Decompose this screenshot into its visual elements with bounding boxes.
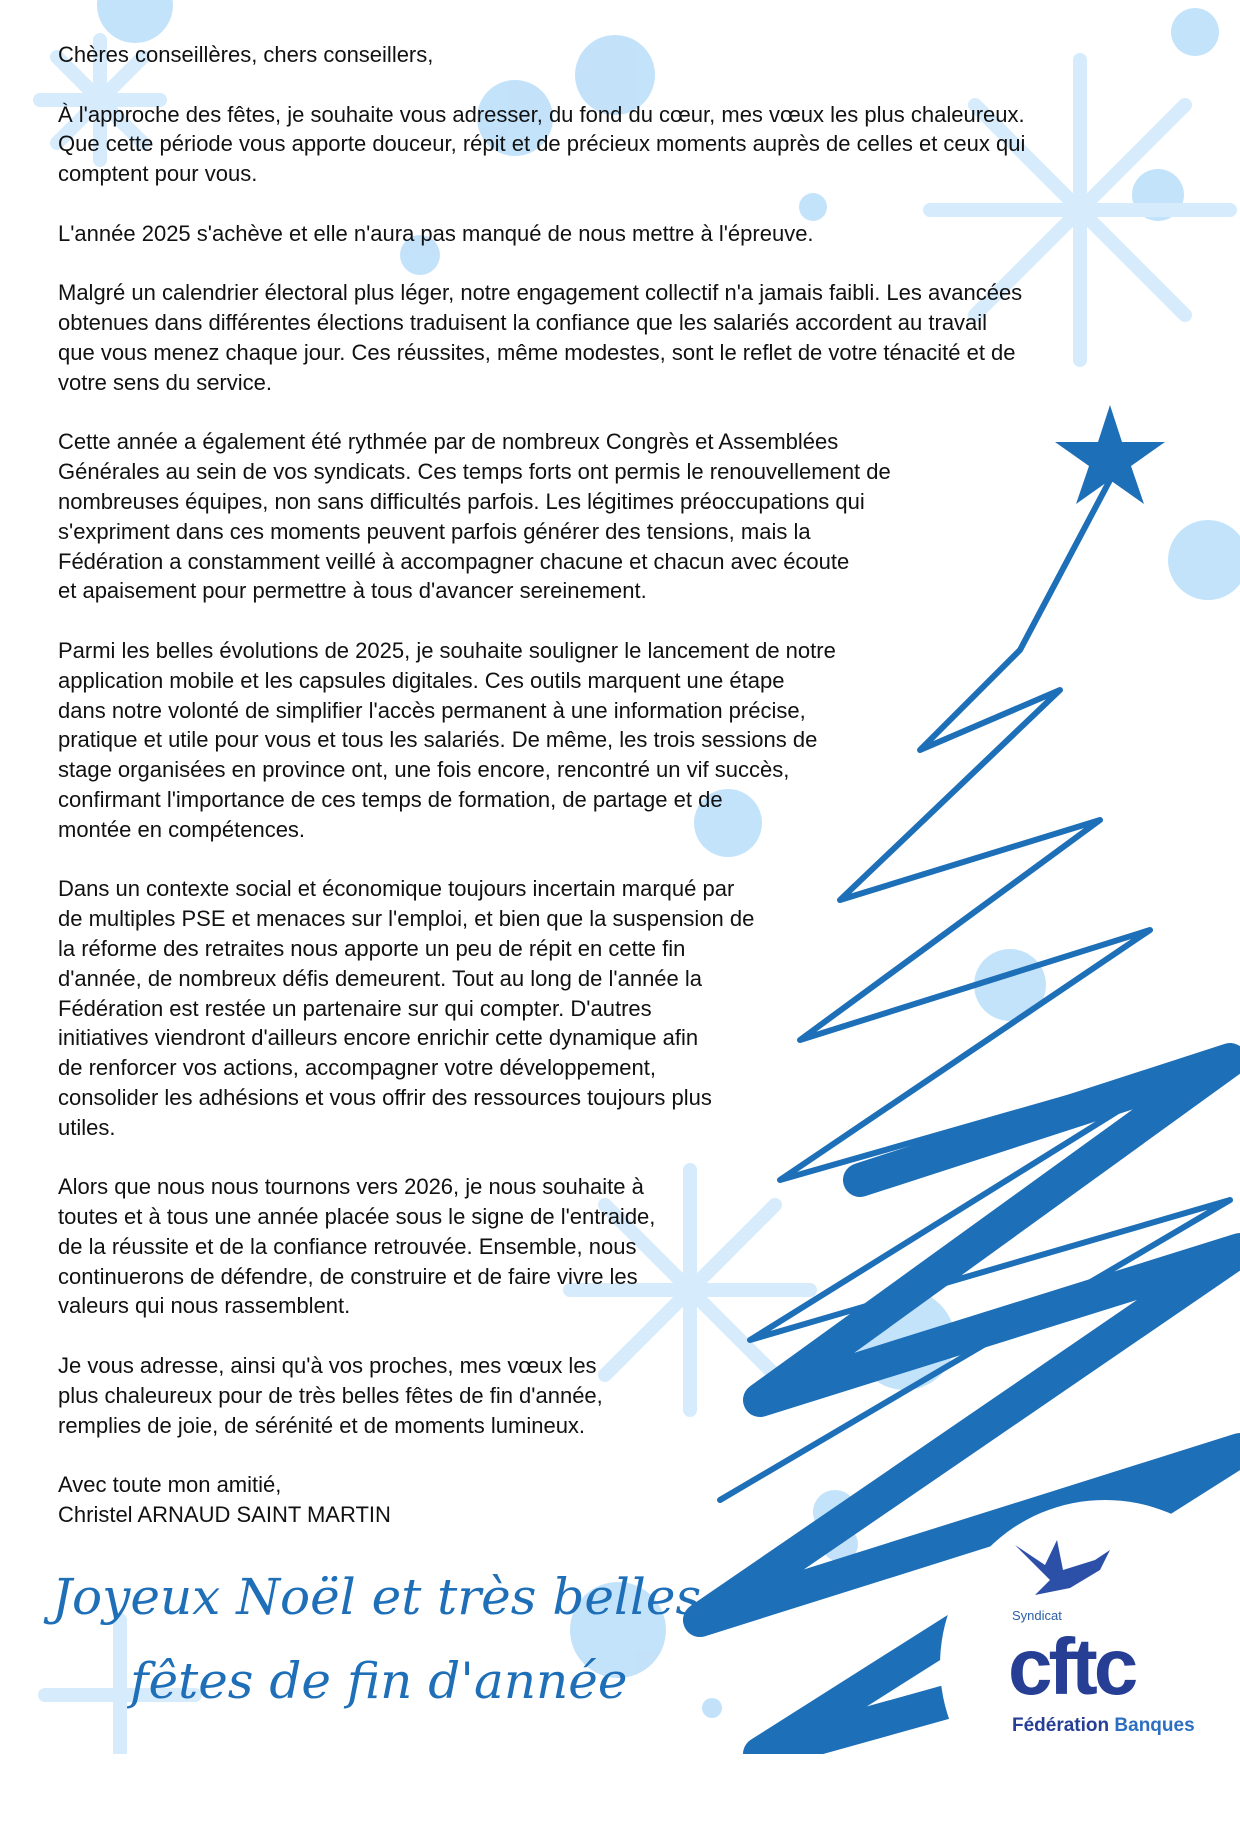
- paragraph: [58, 1351, 1025, 1470]
- paragraph-line: L'année 2025 s'achève et elle n'aura pas manqué de nous mettre à l'épreuve.: [58, 220, 814, 246]
- logo-federation-label: Fédération: [1012, 1715, 1110, 1736]
- paragraph-line: Dans un contexte social et économique toujours incertain marqué par: [58, 876, 735, 902]
- paragraph: [58, 100, 1025, 219]
- paragraph-line: Fédération a constamment veillé à accompagner chacune et chacun avec écoute: [58, 548, 850, 574]
- paragraph-line: plus chaleureux pour de très belles fêtes de fin d'année,: [58, 1382, 603, 1408]
- paragraph-line: votre sens du service.: [58, 369, 272, 395]
- holiday-greeting: [52, 1555, 701, 1723]
- paragraph-line: s'expriment dans ces moments peuvent parfois générer des tensions, mais la: [58, 518, 811, 544]
- paragraph-line: obtenues dans différentes élections traduisent la confiance que les salariés accordent au travail: [58, 310, 988, 336]
- signature: Christel ARNAUD SAINT MARTIN: [58, 1502, 391, 1528]
- paragraph-line: Parmi les belles évolutions de 2025, je souhaite souligner le lancement de notre: [58, 637, 836, 663]
- paragraph-line: pratique et utile pour vous et tous les salariés. De même, les trois sessions de: [58, 727, 818, 753]
- paragraph-line: utiles.: [58, 1114, 116, 1140]
- logo-name: cftc: [1008, 1622, 1135, 1711]
- logo-federation: [1012, 1714, 1195, 1738]
- paragraph-line: Fédération est restée un partenaire sur qui compter. D'autres: [58, 995, 652, 1021]
- letter-body: [58, 40, 1025, 1530]
- paragraph-line: Je vous adresse, ainsi qu'à vos proches, mes vœux les: [58, 1353, 597, 1379]
- paragraph-line: de renforcer vos actions, accompagner votre développement,: [58, 1055, 656, 1081]
- paragraph-line: remplies de joie, de sérénité et de moments lumineux.: [58, 1412, 586, 1438]
- paragraph-line: Que cette période vous apporte douceur, répit et de précieux moments auprès de celles et ceux qui: [58, 131, 1026, 157]
- paragraph: [58, 636, 1025, 874]
- paragraph-line: de multiples PSE et menaces sur l'emploi, et bien que la suspension de: [58, 906, 755, 932]
- paragraph: [58, 1172, 1025, 1351]
- paragraph: [58, 278, 1025, 427]
- paragraph-line: confirmant l'importance de ces temps de formation, de partage et de: [58, 786, 723, 812]
- paragraph-line: application mobile et les capsules digitales. Ces outils marquent une étape: [58, 667, 785, 693]
- paragraph-line: d'année, de nombreux défis demeurent. Tout au long de l'année la: [58, 965, 703, 991]
- paragraph-line: et apaisement pour permettre à tous d'avancer sereinement.: [58, 578, 647, 604]
- paragraph-line: que vous menez chaque jour. Ces réussites, même modestes, sont le reflet de votre ténacité et de: [58, 339, 1016, 365]
- logo-syndicat: Syndicat: [1012, 1608, 1062, 1623]
- paragraph-line: stage organisées en province ont, une fois encore, rencontré un vif succès,: [58, 757, 790, 783]
- paragraph-line: de la réussite et de la confiance retrouvée. Ensemble, nous: [58, 1233, 637, 1259]
- paragraph: [58, 874, 1025, 1172]
- paragraph-line: Cette année a également été rythmée par de nombreux Congrès et Assemblées: [58, 429, 839, 455]
- paragraph-line: la réforme des retraites nous apporte un peu de répit en cette fin: [58, 935, 686, 961]
- logo-branch-label: Banques: [1114, 1715, 1195, 1736]
- paragraph: [58, 427, 1025, 636]
- paragraph-line: valeurs qui nous rassemblent.: [58, 1293, 351, 1319]
- paragraph-line: dans notre volonté de simplifier l'accès permanent à une information précise,: [58, 697, 806, 723]
- paragraph: [58, 219, 1025, 279]
- paragraph-line: continuerons de défendre, de construire et de faire vivre les: [58, 1263, 638, 1289]
- paragraph-line: consolider les adhésions et vous offrir des ressources toujours plus: [58, 1084, 712, 1110]
- paragraph-line: À l'approche des fêtes, je souhaite vous adresser, du fond du cœur, mes vœux les plus chaleureux.: [58, 101, 1025, 127]
- salutation: Chères conseillères, chers conseillers,: [58, 42, 434, 67]
- dove-icon: [1015, 1540, 1110, 1600]
- star-icon: [1055, 405, 1165, 504]
- closing: Avec toute mon amitié,: [58, 1472, 282, 1498]
- greeting-line-2: fêtes de fin d'année: [130, 1652, 628, 1710]
- paragraph-line: toutes et à tous une année placée sous le signe de l'entraide,: [58, 1204, 656, 1230]
- paragraph-line: nombreuses équipes, non sans difficultés parfois. Les légitimes préoccupations qui: [58, 488, 865, 514]
- paragraph-line: montée en compétences.: [58, 816, 306, 842]
- greeting-line-1: Joyeux Noël et très belles: [52, 1568, 702, 1626]
- paragraph-line: Générales au sein de vos syndicats. Ces temps forts ont permis le renouvellement de: [58, 459, 891, 485]
- paragraph-line: comptent pour vous.: [58, 161, 258, 187]
- paragraph-line: initiatives viendront d'ailleurs encore enrichir cette dynamique afin: [58, 1025, 699, 1051]
- paragraph-line: Malgré un calendrier électoral plus léger, notre engagement collectif n'a jamais faibli. Les avancées: [58, 280, 1023, 306]
- paragraph-line: Alors que nous nous tournons vers 2026, je nous souhaite à: [58, 1174, 644, 1200]
